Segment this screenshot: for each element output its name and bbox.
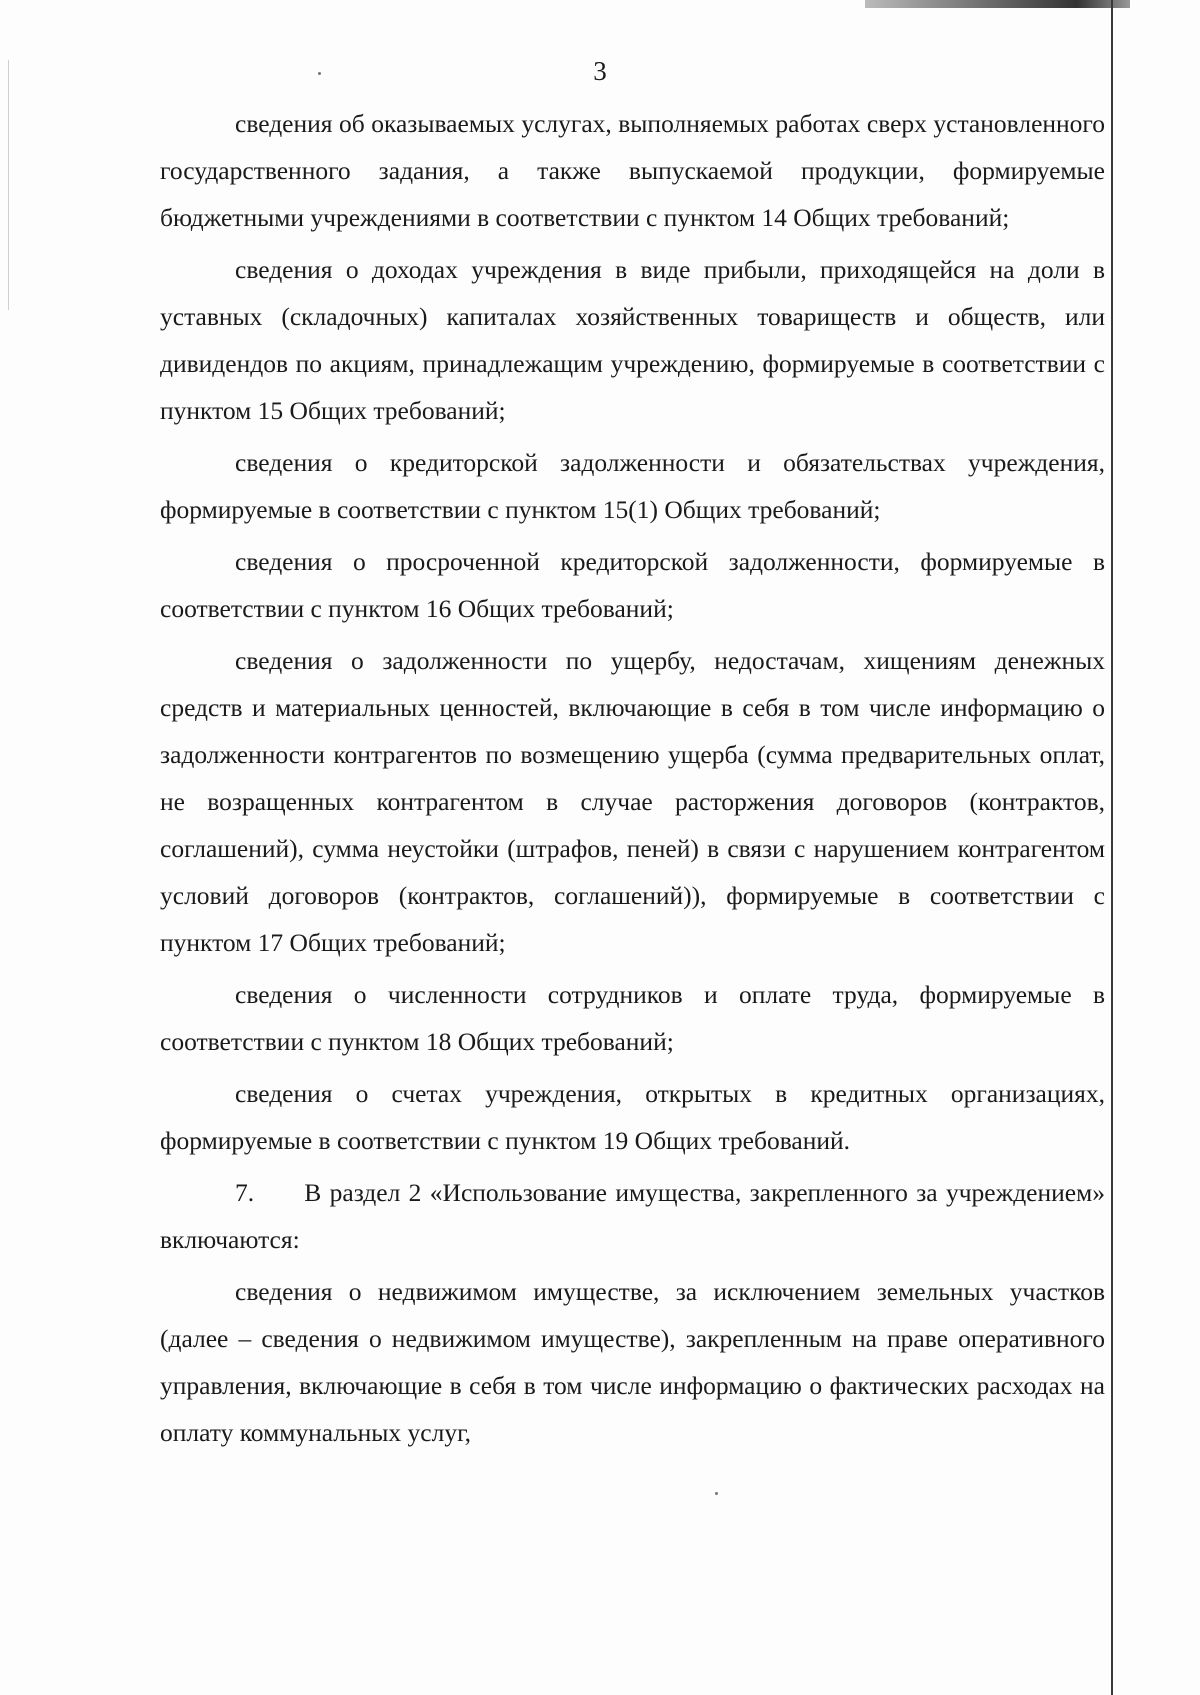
- paragraph-services: сведения об оказываемых услугах, выполняемых работах сверх установленного государственного задания, а также выпускаемой продукции, формируемые бюджетными учреждениями в соответствии с пунктом 14 Общих требований;: [160, 109, 1105, 232]
- scan-artifact-right-rule: [1111, 0, 1113, 1695]
- scan-speck: [715, 1492, 718, 1495]
- paragraph-creditor-debt: сведения о кредиторской задолженности и обязательствах учреждения, формируемые в соответствии с пунктом 15(1) Общих требований;: [160, 448, 1105, 524]
- paragraph-accounts: сведения о счетах учреждения, открытых в кредитных организациях, формируемые в соответствии с пунктом 19 Общих требований.: [160, 1079, 1105, 1155]
- paragraph-section-7: 7. В раздел 2 «Использование имущества, закрепленного за учреждением» включаются:: [160, 1178, 1112, 1254]
- scan-artifact-top: [865, 0, 1130, 8]
- page-number: 3: [593, 56, 607, 86]
- paragraph-income: сведения о доходах учреждения в виде прибыли, приходящейся на доли в уставных (складочных) капиталах хозяйственных товариществ и обществ, или дивидендов по акциям, принадлежащим учреждению, формируемые в соответствии с пунктом 15 Общих требований;: [160, 255, 1105, 425]
- paragraph-damage-debt: сведения о задолженности по ущербу, недостачам, хищениям денежных средств и материальных ценностей, включающие в себя в том числе информацию о задолженности контрагентов по возмещению ущерба (сумма предварительных оплат, не возращенных контрагентом в случае расторжения договоров (контрактов, соглашений), сумма неустойки (штрафов, пеней) в связи с нарушением контрагентом условий договоров (контрактов, соглашений)), формируемые в соответствии с пунктом 17 Общих требований;: [160, 646, 1105, 957]
- paragraph-real-estate: сведения о недвижимом имуществе, за исключением земельных участков (далее – сведения о недвижимом имуществе), закрепленным на праве оперативного управления, включающие в себя в том числе информацию о фактических расходах на оплату коммунальных услуг,: [160, 1277, 1105, 1447]
- scan-artifact-left-edge: [8, 60, 9, 310]
- paragraph-overdue-debt: сведения о просроченной кредиторской задолженности, формируемые в соответствии с пунктом 16 Общих требований;: [160, 547, 1105, 623]
- document-body: [160, 100, 1112, 1456]
- paragraph-staff: сведения о численности сотрудников и оплате труда, формируемые в соответствии с пунктом 18 Общих требований;: [160, 980, 1105, 1056]
